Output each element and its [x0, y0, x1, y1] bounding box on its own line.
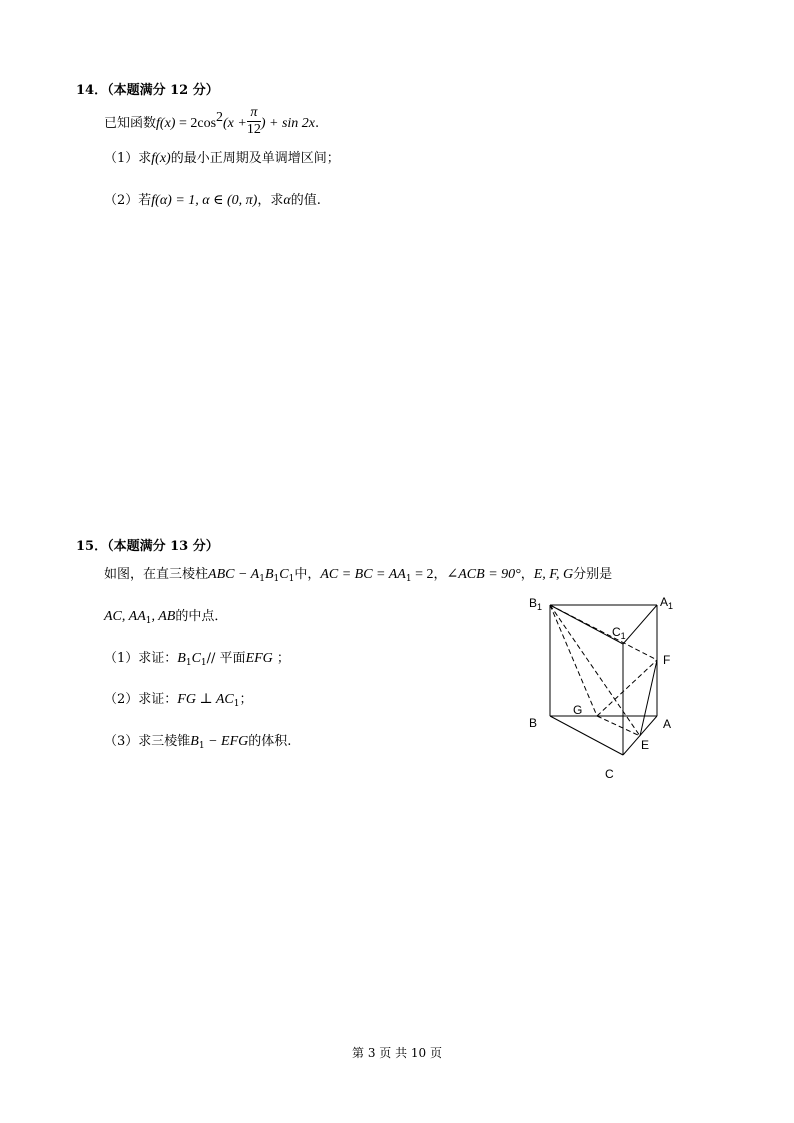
- q14-part1: （1）求f(x)的最小正周期及单调增区间；: [104, 151, 340, 166]
- label-c: C: [605, 767, 614, 781]
- edge-a1-c1: [623, 605, 657, 644]
- q15-heading: 15．（本题满分 13 分）: [76, 539, 219, 554]
- q15-part1: （1）求证：$B_1C_1//$ 平面EFG ；: [104, 651, 290, 668]
- label-a1: $A_1$: [660, 595, 674, 611]
- label-g: G: [573, 703, 583, 717]
- segment-b1-g: [550, 605, 597, 716]
- segment-f-e: [640, 660, 657, 736]
- label-c1: $C_1$: [612, 625, 626, 641]
- q15-part2: （2）求证：FG ⊥ $AC_1$；: [104, 692, 253, 709]
- q15-part3: （3）求三棱锥$B_1$ − EFG的体积.: [104, 734, 292, 751]
- pi-over-12-fraction: $\frac{\pi}{12}$: [246, 105, 261, 137]
- q15-stem: 如图，在直三棱柱ABC − $A_1B_1C_1$中，AC = BC = $AA_1 = 2$，∠ACB = 90°，E, F, G分别是: [104, 567, 613, 584]
- label-a: A: [663, 717, 672, 731]
- q14-heading: 14．（本题满分 12 分）: [76, 83, 219, 98]
- segment-b1-f: [550, 605, 657, 660]
- label-b: B: [529, 716, 538, 730]
- q14-part2: （2）若f(α) = 1, α ∈ (0, π)，求α的值.: [104, 193, 321, 208]
- edge-b-c: [550, 716, 623, 755]
- label-b1: $B_1$: [529, 596, 543, 612]
- label-e: E: [641, 738, 650, 752]
- q14-stem: 已知函数$f(x) = 2\cos^2(x$ + $\frac{\pi}{12}$ ) + sin 2x.: [104, 105, 320, 137]
- page-footer: 第 3 页 共 10 页: [352, 1046, 442, 1060]
- q15-stem-cont: AC, $AA_1$, AB的中点．: [104, 609, 228, 626]
- label-f: F: [663, 653, 671, 667]
- prism-figure: [520, 590, 690, 790]
- segment-g-f: [597, 660, 657, 716]
